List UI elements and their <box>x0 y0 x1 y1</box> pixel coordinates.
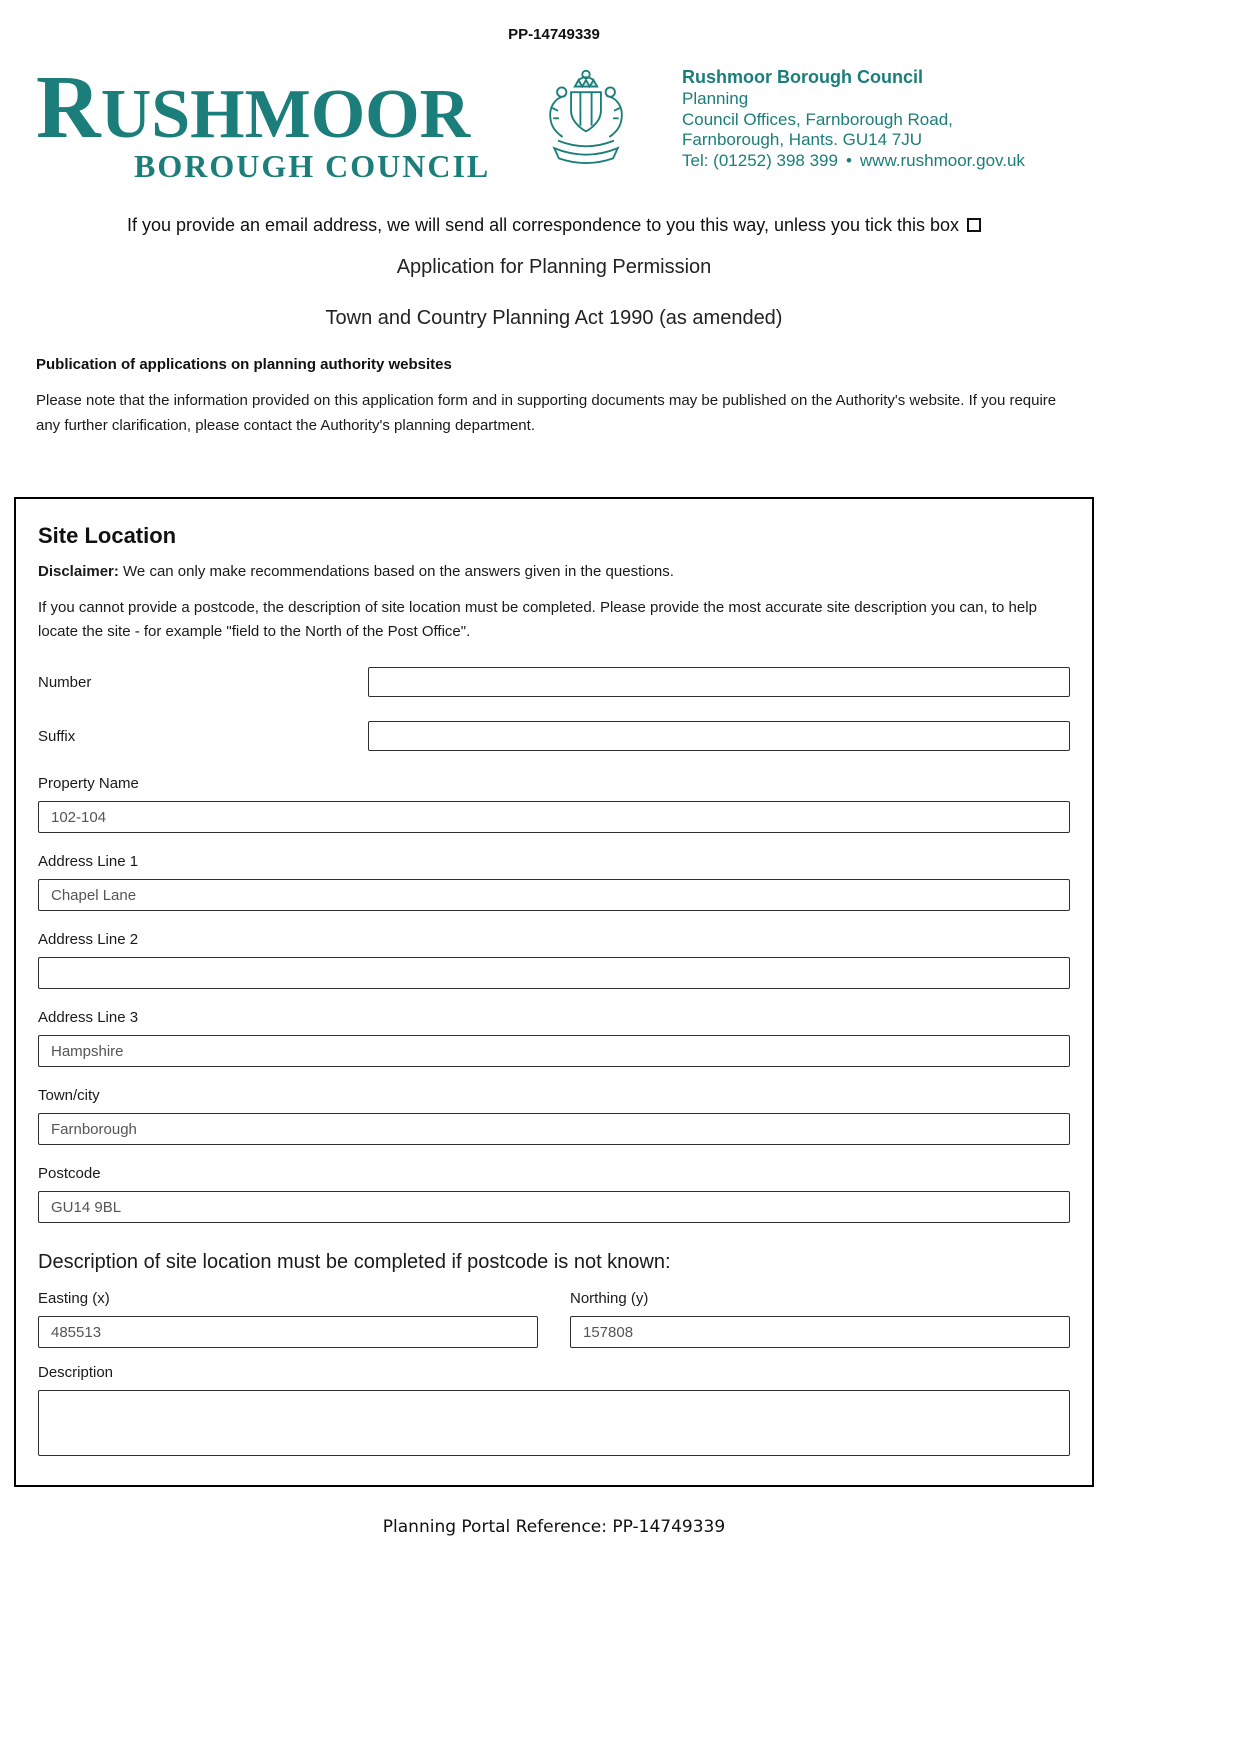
logo-borough-council-text: BOROUGH COUNCIL <box>134 148 491 185</box>
site-location-instructions: If you cannot provide a postcode, the description of site location must be completed. Please provide the most accurate site description you can, to help locate the site - for example "field to the North of the Post Office". <box>38 598 1037 641</box>
form-title: Application for Planning Permission <box>396 256 712 278</box>
address-line-2-label: Address Line 2 <box>38 931 139 948</box>
postcode-label: Postcode <box>38 1165 101 1182</box>
easting-input[interactable] <box>38 1316 538 1348</box>
address-line-3-input[interactable] <box>38 1035 1070 1067</box>
coordinates-row <box>38 1290 1070 1348</box>
contact-tel: Tel: (01252) 398 399 <box>682 151 838 171</box>
publication-heading: Publication of applications on planning authority websites <box>36 356 452 373</box>
application-form-page <box>14 0 1094 1537</box>
contact-website: www.rushmoor.gov.uk <box>859 151 1025 171</box>
description-label: Description <box>38 1364 114 1381</box>
number-label: Number <box>38 673 92 691</box>
property-name-field-row <box>38 775 1070 833</box>
contact-address-line1: Council Offices, Farnborough Road, <box>682 109 953 129</box>
address-line-3-label: Address Line 3 <box>38 1009 139 1026</box>
address-line-1-input[interactable] <box>38 879 1070 911</box>
description-section-heading: Description of site location must be completed if postcode is not known: <box>38 1251 671 1273</box>
suffix-input[interactable] <box>368 721 1070 751</box>
publication-text: Please note that the information provided on this application form and in supporting documents may be published on the Authority's website. If you require any further clarification, please contact the Authority's planning department. <box>36 392 1057 434</box>
footer-reference: Planning Portal Reference: PP-14749339 <box>382 1516 726 1537</box>
number-input[interactable] <box>368 667 1070 697</box>
easting-field <box>38 1290 538 1348</box>
description-input[interactable] <box>38 1390 1070 1456</box>
address-line-2-field-row <box>38 931 1070 989</box>
address-line-2-input[interactable] <box>38 957 1070 989</box>
disclaimer-label: Disclaimer: <box>38 562 119 580</box>
contact-council-name: Rushmoor Borough Council <box>682 67 923 87</box>
address-line-1-field-row <box>38 853 1070 911</box>
northing-input[interactable] <box>570 1316 1070 1348</box>
bullet-separator: • <box>845 151 852 171</box>
address-line-1-label: Address Line 1 <box>38 853 139 870</box>
email-correspondence-text: If you provide an email address, we will send all correspondence to you this way, unless you tick this box <box>126 215 960 235</box>
property-name-input[interactable] <box>38 801 1070 833</box>
suffix-field-row <box>38 721 1070 751</box>
northing-field <box>570 1290 1070 1348</box>
suffix-label: Suffix <box>38 727 76 745</box>
number-field-row <box>38 667 1070 697</box>
property-name-label: Property Name <box>38 775 139 792</box>
contact-tel-line <box>682 151 1074 172</box>
postcode-field-row <box>38 1165 1070 1223</box>
page-reference: PP-14749339 <box>508 26 600 43</box>
town-city-input[interactable] <box>38 1113 1070 1145</box>
address-line-3-field-row <box>38 1009 1070 1067</box>
form-subtitle: Town and Country Planning Act 1990 (as amended) <box>325 307 783 329</box>
town-city-label: Town/city <box>38 1087 100 1104</box>
description-field-row <box>38 1364 1070 1456</box>
easting-label: Easting (x) <box>38 1290 110 1307</box>
logo-rushmoor-text: RUSHMOOR <box>36 58 471 157</box>
northing-label: Northing (y) <box>570 1290 649 1307</box>
contact-address-line2: Farnborough, Hants. GU14 7JU <box>682 130 923 150</box>
postcode-input[interactable] <box>38 1191 1070 1223</box>
header <box>36 59 1074 197</box>
contact-department: Planning <box>682 88 749 108</box>
disclaimer-line <box>38 563 1070 580</box>
council-crest-icon <box>530 61 642 188</box>
email-correspondence-notice <box>14 215 1094 236</box>
council-contact <box>682 59 1074 172</box>
site-location-section <box>14 497 1094 1487</box>
email-correspondence-checkbox[interactable] <box>967 218 981 232</box>
site-location-heading: Site Location <box>38 522 177 548</box>
council-logo <box>36 59 490 184</box>
disclaimer-text: We can only make recommendations based on the answers given in the questions. <box>123 562 674 580</box>
town-city-field-row <box>38 1087 1070 1145</box>
